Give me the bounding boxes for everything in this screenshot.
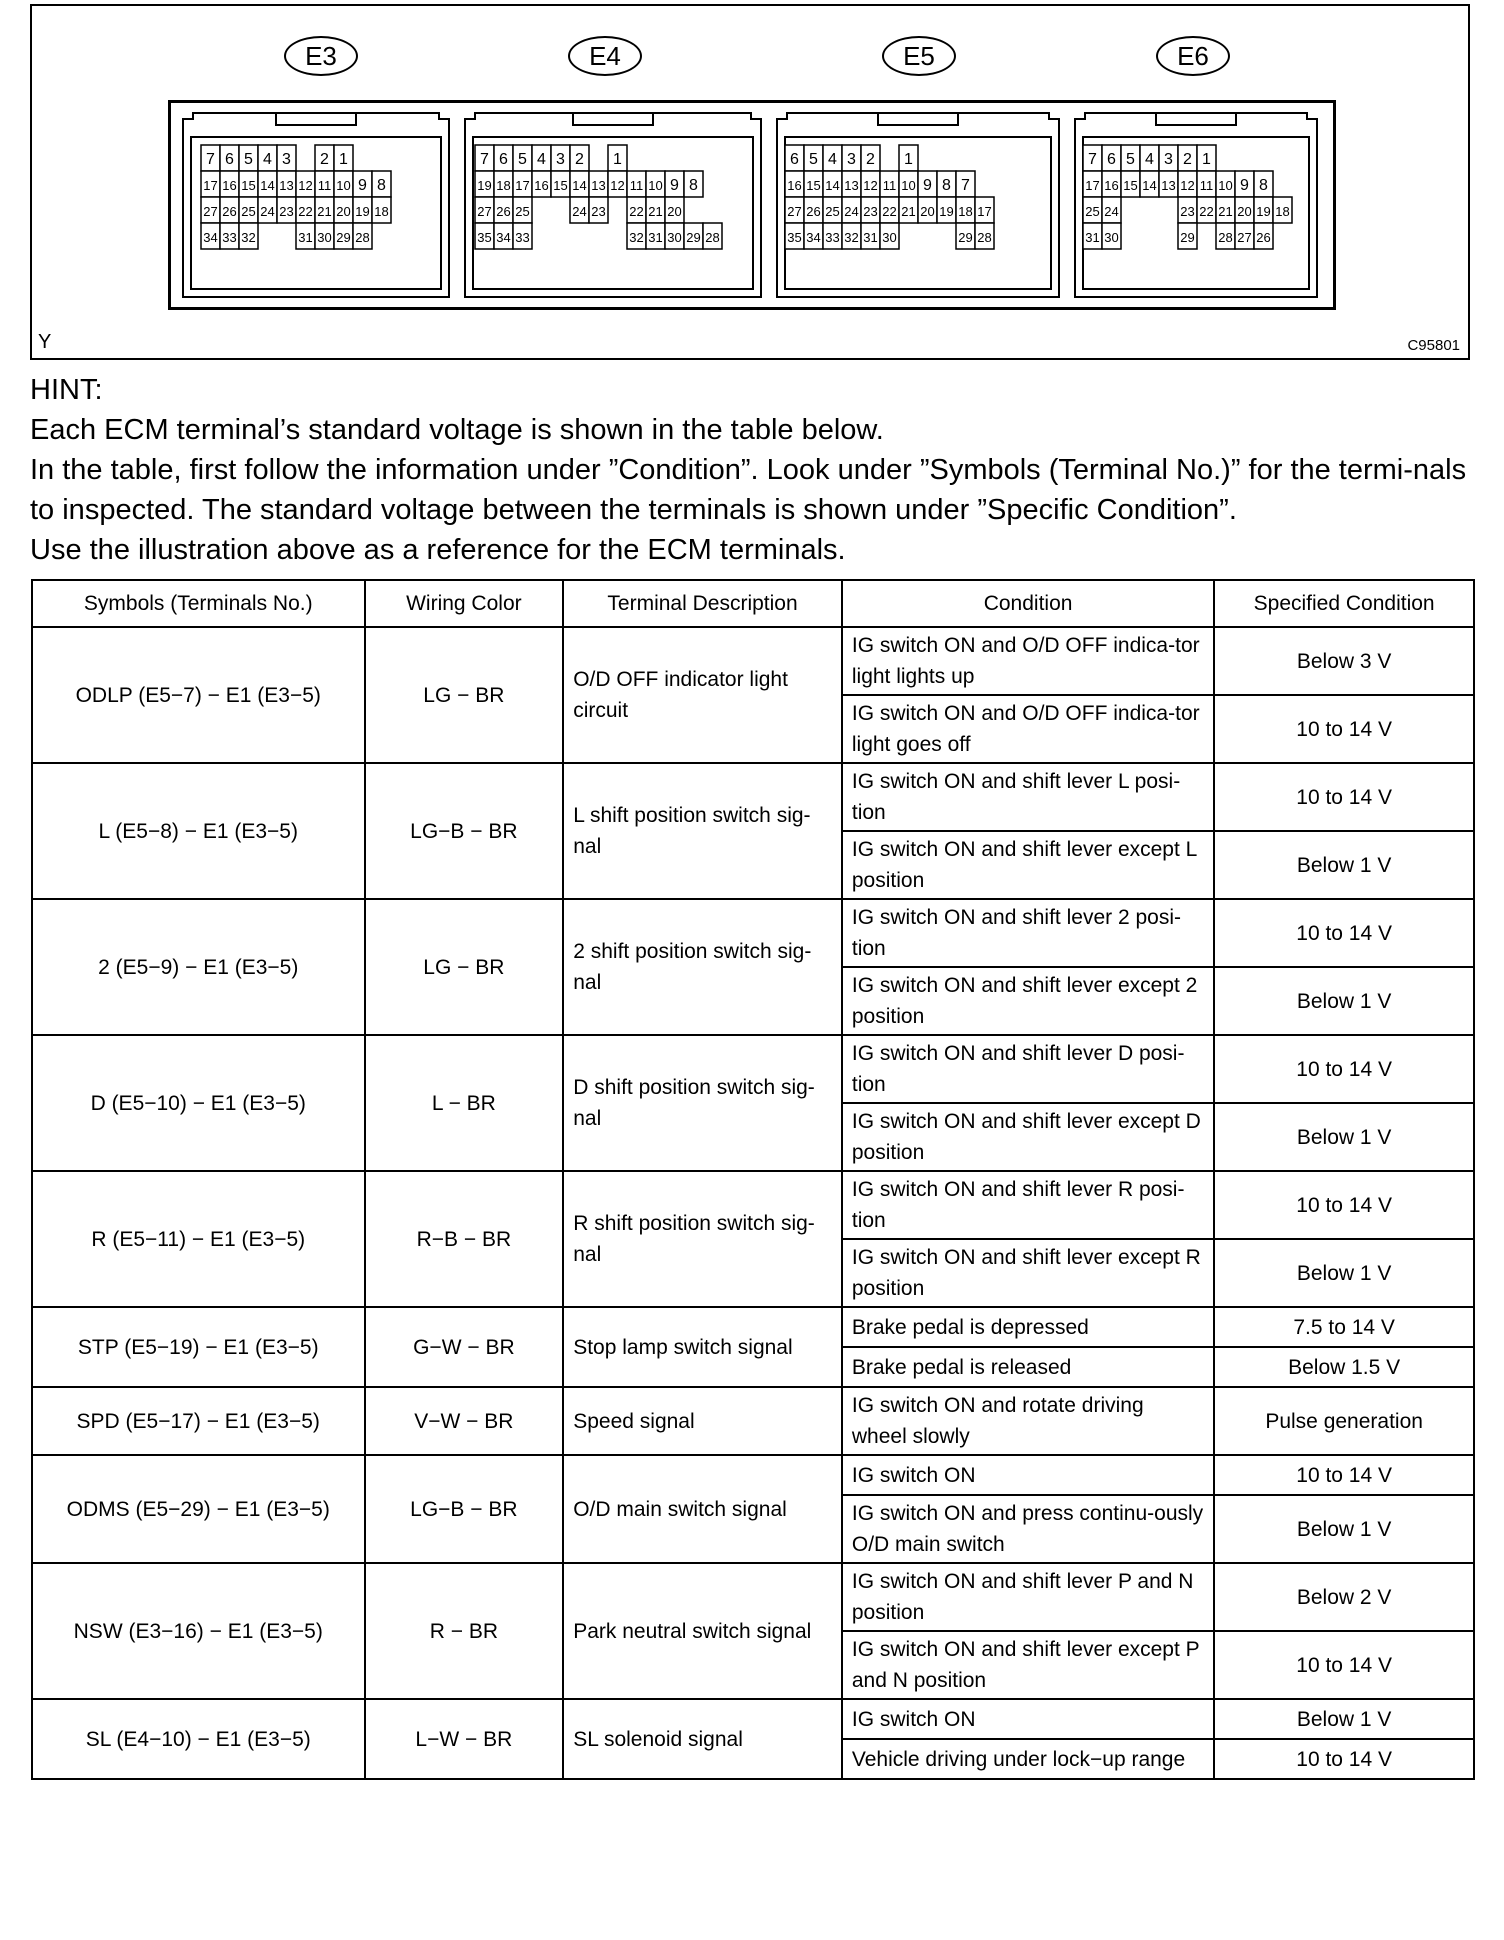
pin-number: 34 [806, 230, 821, 245]
pin-number: 12 [863, 178, 878, 193]
pin-number: 34 [203, 230, 218, 245]
pin-number: 33 [825, 230, 840, 245]
connector-key [276, 113, 356, 125]
terminal-description-cell: O/D OFF indicator light circuit [563, 627, 842, 763]
pin-number: 25 [515, 204, 530, 219]
pin-number: 4 [828, 151, 837, 168]
specified-condition-cell: 7.5 to 14 V [1214, 1307, 1474, 1347]
pin-number: 20 [920, 204, 935, 219]
pin-number: 11 [882, 178, 897, 193]
pin-number: 21 [317, 204, 332, 219]
condition-cell: IG switch ON and shift lever except R position [842, 1239, 1214, 1307]
pin-number: 28 [355, 230, 370, 245]
pin-number: 7 [480, 151, 489, 168]
pin-number: 8 [377, 177, 386, 194]
header-wiring-color: Wiring Color [365, 580, 564, 627]
specified-condition-cell: 10 to 14 V [1214, 899, 1474, 967]
pin-number: 8 [942, 177, 951, 194]
pin-number: 6 [1107, 151, 1116, 168]
pin-number: 28 [705, 230, 720, 245]
pin-number: 4 [537, 151, 546, 168]
pin-number: 15 [806, 178, 821, 193]
pin-number: 3 [847, 151, 856, 168]
terminal-description-cell: R shift position switch sig-nal [563, 1171, 842, 1307]
pin-number: 31 [648, 230, 663, 245]
figure-corner-letter: Y [38, 331, 52, 353]
wiring-color-cell: LG−B − BR [365, 1455, 564, 1563]
wiring-color-cell: R−B − BR [365, 1171, 564, 1307]
pin-number: 3 [282, 151, 291, 168]
symbols-cell: SPD (E5−17) − E1 (E3−5) [32, 1387, 365, 1455]
connector-label-e6: E6 [1156, 36, 1230, 76]
terminal-description-cell: SL solenoid signal [563, 1699, 842, 1779]
pin-number: 1 [1202, 151, 1211, 168]
pin-number: 15 [1123, 178, 1138, 193]
pin-number: 26 [1256, 230, 1271, 245]
pin-number: 17 [977, 204, 992, 219]
symbols-cell: SL (E4−10) − E1 (E3−5) [32, 1699, 365, 1779]
pin-number: 1 [339, 151, 348, 168]
pin-number: 6 [790, 151, 799, 168]
hint-section [30, 370, 1480, 570]
table-row [32, 627, 1474, 695]
pin-number: 5 [518, 151, 527, 168]
pin-number: 24 [844, 204, 859, 219]
pin-number: 27 [1237, 230, 1252, 245]
condition-cell: Brake pedal is depressed [842, 1307, 1214, 1347]
specified-condition-cell: Below 1 V [1214, 1495, 1474, 1563]
condition-cell: IG switch ON and shift lever except P and N position [842, 1631, 1214, 1699]
pin-number: 32 [629, 230, 644, 245]
pin-number: 25 [241, 204, 256, 219]
terminal-description-cell: Park neutral switch signal [563, 1563, 842, 1699]
table-body [32, 627, 1474, 1779]
wiring-color-cell: LG − BR [365, 627, 564, 763]
specified-condition-cell: 10 to 14 V [1214, 1631, 1474, 1699]
condition-cell: IG switch ON and O/D OFF indica-tor light goes off [842, 695, 1214, 763]
pin-number: 31 [298, 230, 313, 245]
condition-cell: IG switch ON and shift lever except L position [842, 831, 1214, 899]
pin-number: 24 [1104, 204, 1119, 219]
pin-number: 28 [1218, 230, 1233, 245]
hint-line-2: In the table, first follow the information under ”Condition”. Look under ”Symbols (Terminal No.)” for the termi-nals to inspected. The standard voltage between the terminals is shown under ”Specific Condition”. [30, 454, 1467, 526]
pin-number: 11 [1199, 178, 1214, 193]
figure-code: C95801 [1407, 337, 1460, 354]
pin-number: 5 [809, 151, 818, 168]
header-terminal-description: Terminal Description [563, 580, 842, 627]
pin-number: 9 [1240, 177, 1249, 194]
condition-cell: IG switch ON and shift lever R posi-tion [842, 1171, 1214, 1239]
condition-cell: IG switch ON and rotate driving wheel slowly [842, 1387, 1214, 1455]
pin-number: 19 [939, 204, 954, 219]
specified-condition-cell: Below 3 V [1214, 627, 1474, 695]
table-row [32, 1699, 1474, 1739]
symbols-cell: STP (E5−19) − E1 (E3−5) [32, 1307, 365, 1387]
table-row [32, 1563, 1474, 1631]
condition-cell: IG switch ON [842, 1455, 1214, 1495]
condition-cell: Vehicle driving under lock−up range [842, 1739, 1214, 1779]
condition-cell: IG switch ON and shift lever D posi-tion [842, 1035, 1214, 1103]
pin-number: 33 [222, 230, 237, 245]
pin-number: 9 [670, 177, 679, 194]
pin-number: 25 [1085, 204, 1100, 219]
terminal-description-cell: Speed signal [563, 1387, 842, 1455]
pin-number: 33 [515, 230, 530, 245]
pin-number: 12 [610, 178, 625, 193]
pin-number: 8 [689, 177, 698, 194]
pin-number: 11 [629, 178, 644, 193]
connector-label-e5: E5 [882, 36, 956, 76]
pin-number: 23 [591, 204, 606, 219]
terminal-description-cell: Stop lamp switch signal [563, 1307, 842, 1387]
specified-condition-cell: Below 1 V [1214, 831, 1474, 899]
pin-number: 7 [206, 151, 215, 168]
pin-number: 20 [1237, 204, 1252, 219]
connector-label-e3: E3 [284, 36, 358, 76]
pin-number: 8 [1259, 177, 1268, 194]
pin-number: 13 [591, 178, 606, 193]
pin-number: 18 [1275, 204, 1290, 219]
pin-number: 10 [648, 178, 663, 193]
pin-number: 16 [534, 178, 549, 193]
pin-number: 14 [260, 178, 275, 193]
wiring-color-cell: R − BR [365, 1563, 564, 1699]
pin-number: 17 [203, 178, 218, 193]
hint-line-3: Use the illustration above as a reference for the ECM terminals. [30, 534, 846, 566]
pin-number: 3 [1164, 151, 1173, 168]
pin-number: 21 [1218, 204, 1233, 219]
pin-number: 20 [336, 204, 351, 219]
condition-cell: IG switch ON [842, 1699, 1214, 1739]
pin-number: 2 [866, 151, 875, 168]
pin-number: 16 [1104, 178, 1119, 193]
terminal-description-cell: O/D main switch signal [563, 1455, 842, 1563]
condition-cell: IG switch ON and shift lever 2 posi-tion [842, 899, 1214, 967]
ecm-connector-panel [168, 100, 1336, 310]
pin-number: 14 [572, 178, 587, 193]
condition-cell: IG switch ON and O/D OFF indica-tor light lights up [842, 627, 1214, 695]
symbols-cell: D (E5−10) − E1 (E3−5) [32, 1035, 365, 1171]
wiring-color-cell: L − BR [365, 1035, 564, 1171]
pin-number: 9 [923, 177, 932, 194]
pin-number: 18 [958, 204, 973, 219]
pin-number: 14 [1142, 178, 1157, 193]
connector-e5 [775, 111, 1061, 299]
pin-number: 4 [1145, 151, 1154, 168]
pin-number: 1 [904, 151, 913, 168]
connector-figure [30, 4, 1470, 360]
symbols-cell: ODLP (E5−7) − E1 (E3−5) [32, 627, 365, 763]
pin-number: 26 [222, 204, 237, 219]
pin-number: 30 [882, 230, 897, 245]
specified-condition-cell: Pulse generation [1214, 1387, 1474, 1455]
pin-number: 31 [1085, 230, 1100, 245]
connector-label-e4: E4 [568, 36, 642, 76]
pin-number: 19 [355, 204, 370, 219]
pin-number: 12 [298, 178, 313, 193]
pin-number: 10 [901, 178, 916, 193]
pin-number: 26 [806, 204, 821, 219]
header-specified-condition: Specified Condition [1214, 580, 1474, 627]
wiring-color-cell: L−W − BR [365, 1699, 564, 1779]
pin-number: 20 [667, 204, 682, 219]
condition-cell: IG switch ON and shift lever except 2 position [842, 967, 1214, 1035]
pin-number: 12 [1180, 178, 1195, 193]
pin-number: 19 [1256, 204, 1271, 219]
pin-number: 18 [496, 178, 511, 193]
specified-condition-cell: Below 1.5 V [1214, 1347, 1474, 1387]
pin-number: 17 [1085, 178, 1100, 193]
connector-key [573, 113, 653, 125]
pin-number: 30 [1104, 230, 1119, 245]
pin-number: 17 [515, 178, 530, 193]
pin-number: 1 [613, 151, 622, 168]
specified-condition-cell: 10 to 14 V [1214, 1455, 1474, 1495]
pin-number: 2 [575, 151, 584, 168]
specified-condition-cell: 10 to 14 V [1214, 1171, 1474, 1239]
pin-number: 21 [648, 204, 663, 219]
pin-number: 29 [686, 230, 701, 245]
pin-number: 27 [477, 204, 492, 219]
wiring-color-cell: G−W − BR [365, 1307, 564, 1387]
wiring-color-cell: LG−B − BR [365, 763, 564, 899]
specified-condition-cell: Below 1 V [1214, 967, 1474, 1035]
table-row [32, 1455, 1474, 1495]
symbols-cell: ODMS (E5−29) − E1 (E3−5) [32, 1455, 365, 1563]
pin-number: 15 [241, 178, 256, 193]
condition-cell: IG switch ON and shift lever P and N position [842, 1563, 1214, 1631]
specified-condition-cell: 10 to 14 V [1214, 695, 1474, 763]
pin-number: 35 [477, 230, 492, 245]
pin-number: 16 [222, 178, 237, 193]
specified-condition-cell: Below 1 V [1214, 1239, 1474, 1307]
table-row [32, 1035, 1474, 1103]
condition-cell: IG switch ON and press continu-ously O/D main switch [842, 1495, 1214, 1563]
pin-number: 7 [1088, 151, 1097, 168]
table-row [32, 763, 1474, 831]
hint-title: HINT: [30, 374, 103, 406]
pin-number: 2 [320, 151, 329, 168]
connector-key [1156, 113, 1236, 125]
pin-number: 27 [787, 204, 802, 219]
symbols-cell: R (E5−11) − E1 (E3−5) [32, 1171, 365, 1307]
symbols-cell: 2 (E5−9) − E1 (E3−5) [32, 899, 365, 1035]
pin-number: 31 [863, 230, 878, 245]
wiring-color-cell: LG − BR [365, 899, 564, 1035]
pin-number: 5 [244, 151, 253, 168]
pin-number: 16 [787, 178, 802, 193]
pin-number: 34 [496, 230, 511, 245]
table-row [32, 1307, 1474, 1347]
terminal-description-cell: D shift position switch sig-nal [563, 1035, 842, 1171]
pin-number: 3 [556, 151, 565, 168]
pin-number: 14 [825, 178, 840, 193]
pin-number: 13 [279, 178, 294, 193]
pin-number: 30 [667, 230, 682, 245]
specified-condition-cell: Below 2 V [1214, 1563, 1474, 1631]
table-header-row [32, 580, 1474, 627]
symbols-cell: NSW (E3−16) − E1 (E3−5) [32, 1563, 365, 1699]
pin-number: 21 [901, 204, 916, 219]
pin-number: 13 [1161, 178, 1176, 193]
hint-line-1: Each ECM terminal’s standard voltage is shown in the table below. [30, 414, 884, 446]
table-row [32, 899, 1474, 967]
pin-number: 24 [260, 204, 275, 219]
pin-number: 35 [787, 230, 802, 245]
pin-number: 29 [336, 230, 351, 245]
pin-number: 15 [553, 178, 568, 193]
pin-number: 30 [317, 230, 332, 245]
connector-e4 [463, 111, 763, 299]
pin-number: 26 [496, 204, 511, 219]
pin-number: 32 [844, 230, 859, 245]
pin-number: 9 [358, 177, 367, 194]
specified-condition-cell: 10 to 14 V [1214, 763, 1474, 831]
specified-condition-cell: 10 to 14 V [1214, 1739, 1474, 1779]
pin-number: 5 [1126, 151, 1135, 168]
pin-number: 27 [203, 204, 218, 219]
pin-number: 4 [263, 151, 272, 168]
pin-number: 2 [1183, 151, 1192, 168]
table-row [32, 1171, 1474, 1239]
connector-e6 [1073, 111, 1319, 299]
pin-number: 23 [279, 204, 294, 219]
pin-number: 24 [572, 204, 587, 219]
symbols-cell: L (E5−8) − E1 (E3−5) [32, 763, 365, 899]
connector-key [878, 113, 958, 125]
pin-number: 10 [336, 178, 351, 193]
pin-number: 29 [958, 230, 973, 245]
header-symbols: Symbols (Terminals No.) [32, 580, 365, 627]
pin-number: 7 [961, 177, 970, 194]
connector-e3 [181, 111, 451, 299]
pin-number: 6 [225, 151, 234, 168]
pin-number: 23 [1180, 204, 1195, 219]
pin-number: 22 [298, 204, 313, 219]
condition-cell: Brake pedal is released [842, 1347, 1214, 1387]
terminal-voltage-table [31, 579, 1475, 1780]
pin-number: 23 [863, 204, 878, 219]
pin-number: 22 [1199, 204, 1214, 219]
pin-number: 13 [844, 178, 859, 193]
specified-condition-cell: Below 1 V [1214, 1699, 1474, 1739]
table-row [32, 1387, 1474, 1455]
header-condition: Condition [842, 580, 1214, 627]
pin-number: 28 [977, 230, 992, 245]
pin-number: 11 [317, 178, 332, 193]
pin-number: 6 [499, 151, 508, 168]
terminal-description-cell: L shift position switch sig-nal [563, 763, 842, 899]
specified-condition-cell: 10 to 14 V [1214, 1035, 1474, 1103]
pin-number: 22 [882, 204, 897, 219]
condition-cell: IG switch ON and shift lever except D position [842, 1103, 1214, 1171]
pin-number: 22 [629, 204, 644, 219]
pin-number: 19 [477, 178, 492, 193]
condition-cell: IG switch ON and shift lever L posi-tion [842, 763, 1214, 831]
pin-number: 29 [1180, 230, 1195, 245]
pin-number: 10 [1218, 178, 1233, 193]
specified-condition-cell: Below 1 V [1214, 1103, 1474, 1171]
wiring-color-cell: V−W − BR [365, 1387, 564, 1455]
pin-number: 32 [241, 230, 256, 245]
terminal-description-cell: 2 shift position switch sig-nal [563, 899, 842, 1035]
pin-number: 18 [374, 204, 389, 219]
pin-number: 25 [825, 204, 840, 219]
